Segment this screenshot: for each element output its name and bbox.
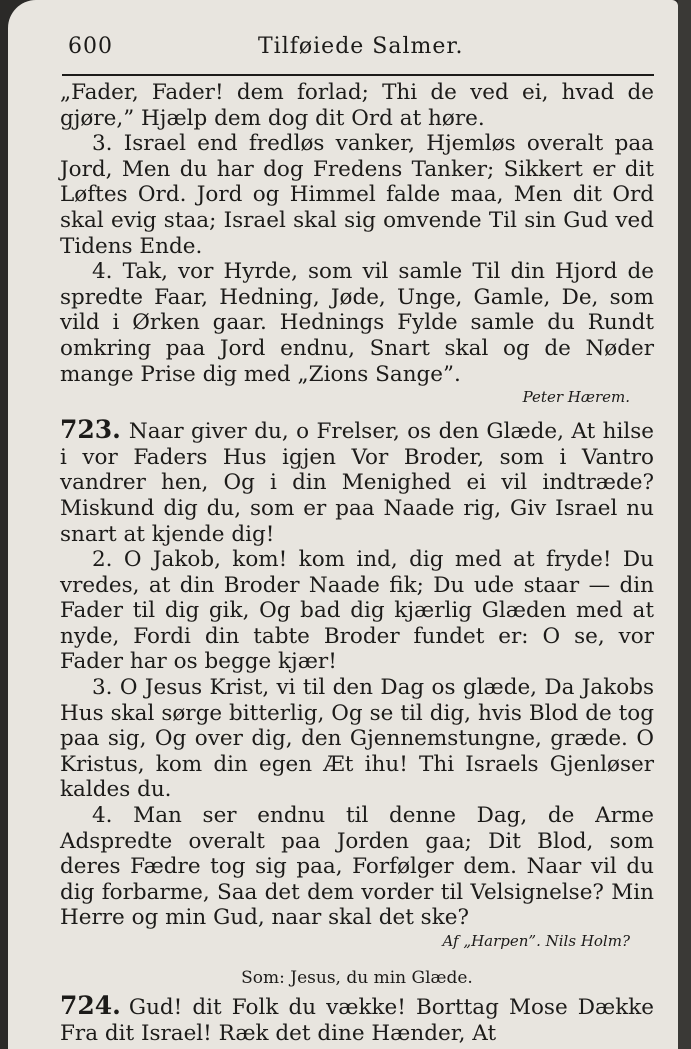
hymn-number: 723. — [60, 415, 121, 445]
page-body — [60, 80, 654, 1046]
verse: 4. Man ser endnu til denne Dag, de Arme Adspredte overalt paa Jorden gaa; Dit Blod, som deres Fædre tog sig paa, Forfølger dem. Naar vil du dig forbarme, Saa det dem vorder til Velsignelse? Min Herre og min Gud, naar skal det ske? — [60, 803, 654, 931]
page-number: 600 — [68, 34, 113, 59]
hymn-723 — [60, 417, 654, 547]
header-rule — [62, 74, 654, 76]
first-verse: Gud! dit Folk du vække! Borttag Mose Dække Fra dit Israel! Ræk det dine Hænder, At — [60, 995, 654, 1046]
verse: 2. O Jakob, kom! kom ind, dig med at fryde! Du vredes, at din Broder Naade fik; Du ude staar — din Fader til dig gik, Og bad dig kjærlig Glæden med at nyde, Fordi din tabte Broder fundet er: O se, vor Fader har os begge kjær! — [60, 547, 654, 675]
verse: 3. O Jesus Krist, vi til den Dag os glæde, Da Jakobs Hus skal sørge bitterlig, Og se til dig, hvis Blod de tog paa sig, Og over dig, den Gjennemstungne, græde. O Kristus, kom din egen Æt ihu! Thi Israels Gjenløser kaldes du. — [60, 675, 654, 803]
hymn-number: 724. — [60, 991, 121, 1020]
page-header — [68, 34, 663, 74]
hymn-author: Peter Hærem. — [522, 388, 630, 407]
page-edge — [678, 0, 691, 1049]
verse: 3. Israel end fredløs vanker, Hjemløs overalt paa Jord, Men du har dog Fredens Tanker; Sikkert er dit Løftes Ord. Jord og Himmel falde maa, Men dit Ord skal evig staa; Israel skal sig omvende Til sin Gud ved Tidens Ende. — [60, 131, 654, 259]
running-title: Tilføiede Salmer. — [258, 34, 464, 59]
hymn-author: Af „Harpen”. Nils Holm? — [442, 932, 630, 950]
first-verse: Naar giver du, o Frelser, os den Glæde, At hilse i vor Faders Hus igjen Vor Broder, som i Vantro vandrer hen, Og i din Menighed ei vil indtræde? Miskund dig du, som er paa Naade rig, Giv Israel nu snart at kjende dig! — [60, 419, 654, 547]
hymn-continuation: „Fader, Fader! dem forlad; Thi de ved ei, hvad de gjøre,” Hjælp dem dog dit Ord at høre. — [60, 80, 654, 131]
tune-line: Som: Jesus, du min Glæde. — [241, 968, 473, 988]
hymn-724 — [60, 993, 654, 1046]
verse: 4. Tak, vor Hyrde, som vil samle Til din Hjord de spredte Faar, Hedning, Jøde, Unge, Gamle, De, som vild i Ørken gaar. Hednings Fylde samle du Rundt omkring paa Jord endnu, Snart skal og de Nøder mange Prise dig med „Zions Sange”. — [60, 259, 654, 387]
